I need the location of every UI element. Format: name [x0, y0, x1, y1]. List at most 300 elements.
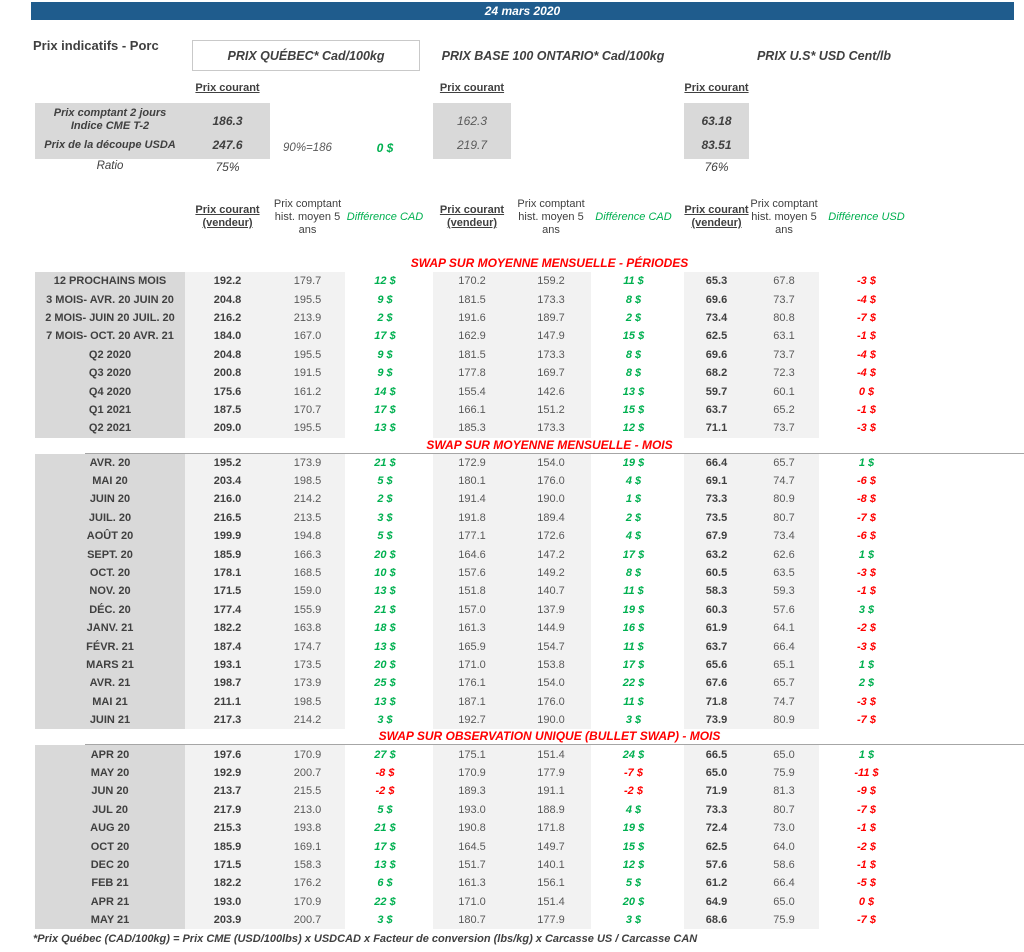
table-row	[35, 837, 914, 855]
price-cell: 181.5	[433, 290, 511, 308]
table-row	[35, 272, 914, 290]
price-cell: 198.5	[270, 472, 345, 490]
price-cell: 60.5	[684, 564, 749, 582]
gap	[676, 364, 684, 382]
diff-cell: 11 $	[623, 640, 644, 653]
row-label: JUIN 20	[35, 490, 185, 508]
price-cell: 147.9	[511, 327, 591, 345]
price-cell: 75.9	[749, 911, 819, 929]
diff-cell: -4 $	[857, 348, 876, 361]
header-hist-us: Prix comptant hist. moyen 5 ans	[750, 197, 818, 236]
price-cell: 164.6	[433, 545, 511, 563]
price-cell: 176.2	[270, 874, 345, 892]
price-cell: 171.5	[185, 582, 270, 600]
gap	[676, 874, 684, 892]
gap	[676, 564, 684, 582]
price-cell: 169.7	[511, 364, 591, 382]
price-cell: 67.8	[749, 272, 819, 290]
gap	[425, 364, 433, 382]
price-cell: 191.4	[433, 490, 511, 508]
price-cell: 151.4	[511, 745, 591, 763]
price-cell: 172.6	[511, 527, 591, 545]
price-cell: 193.8	[270, 819, 345, 837]
gap	[425, 819, 433, 837]
price-cell: 71.8	[684, 693, 749, 711]
diff-cell: 8 $	[625, 567, 642, 580]
diff-cell: 17 $	[622, 659, 645, 671]
gap	[425, 656, 433, 674]
table-row	[35, 801, 914, 819]
gap	[425, 419, 433, 437]
price-cell: 74.7	[749, 693, 819, 711]
diff-cell: 11 $	[623, 695, 644, 708]
gap	[676, 272, 684, 290]
diff-cell: -2 $	[624, 785, 643, 798]
gap	[676, 856, 684, 874]
price-cell: 193.1	[185, 656, 270, 674]
diff-cell: 4 $	[625, 530, 642, 543]
price-cell: 199.9	[185, 527, 270, 545]
row-label: 3 MOIS- AVR. 20 JUIN 20	[35, 290, 185, 308]
price-cell: 179.7	[270, 272, 345, 290]
price-cell: 66.4	[749, 637, 819, 655]
price-cell: 170.7	[270, 401, 345, 419]
us-spot-value: 63.18	[701, 114, 732, 128]
price-cell: 159.2	[511, 272, 591, 290]
price-cell: 200.7	[270, 911, 345, 929]
gap	[425, 509, 433, 527]
diff-cell: 13 $	[622, 385, 645, 398]
price-cell: 190.0	[511, 711, 591, 729]
gap	[425, 837, 433, 855]
price-cell: 168.5	[270, 564, 345, 582]
price-cell: 137.9	[511, 601, 591, 619]
diff-cell: 15 $	[622, 403, 645, 416]
diff-cell: 15 $	[622, 330, 645, 343]
table-row	[35, 545, 914, 563]
price-cell: 66.4	[749, 874, 819, 892]
table-row	[35, 656, 914, 674]
sections-host	[35, 256, 914, 929]
price-cell: 171.8	[511, 819, 591, 837]
row-label: JUL 20	[35, 801, 185, 819]
price-cell: 170.9	[270, 745, 345, 763]
price-cell: 187.1	[433, 693, 511, 711]
gap	[676, 346, 684, 364]
diff-cell: 3 $	[858, 603, 875, 616]
gap	[676, 911, 684, 929]
quebec-spot-value: 186.3	[212, 114, 243, 128]
price-cell: 158.3	[270, 856, 345, 874]
price-cell: 63.5	[749, 564, 819, 582]
price-cell: 147.2	[511, 545, 591, 563]
gap	[425, 290, 433, 308]
diff-cell: -9 $	[857, 785, 876, 798]
price-cell: 194.8	[270, 527, 345, 545]
date-banner: 24 mars 2020	[31, 2, 1014, 20]
row-label: MAI 20	[35, 472, 185, 490]
gap	[676, 601, 684, 619]
price-cell: 80.7	[749, 801, 819, 819]
diff-cell: 5 $	[377, 530, 393, 543]
table-row	[35, 874, 914, 892]
table-row	[35, 911, 914, 929]
diff-cell: 16 $	[622, 622, 645, 635]
price-cell: 182.2	[185, 874, 270, 892]
gap	[676, 674, 684, 692]
diff-cell: 15 $	[622, 840, 645, 853]
table-row	[35, 472, 914, 490]
diff-cell: 5 $	[377, 475, 393, 488]
price-cell: 63.7	[684, 637, 749, 655]
diff-cell: -7 $	[857, 914, 876, 927]
diff-cell: 2 $	[377, 311, 393, 324]
empty-corner	[35, 178, 185, 256]
diff-cell: -7 $	[857, 511, 876, 524]
price-cell: 72.4	[684, 819, 749, 837]
prix-courant-header-ontario: Prix courant	[439, 82, 505, 94]
price-cell: 72.3	[749, 364, 819, 382]
row-label: JANV. 21	[35, 619, 185, 637]
price-cell: 198.5	[270, 693, 345, 711]
gap	[425, 856, 433, 874]
price-cell: 173.5	[270, 656, 345, 674]
price-cell: 81.3	[749, 782, 819, 800]
diff-cell: -2 $	[857, 840, 876, 853]
diff-cell: 17 $	[374, 403, 396, 416]
price-cell: 73.4	[749, 527, 819, 545]
gap	[676, 290, 684, 308]
table-row	[35, 856, 914, 874]
price-cell: 176.0	[511, 472, 591, 490]
table-row	[35, 419, 914, 437]
row-label: OCT 20	[35, 837, 185, 855]
diff-cell: 21 $	[374, 456, 396, 469]
price-cell: 175.6	[185, 382, 270, 400]
price-cell: 62.5	[684, 327, 749, 345]
price-cell: 68.6	[684, 911, 749, 929]
price-cell: 151.8	[433, 582, 511, 600]
price-cell: 191.1	[511, 782, 591, 800]
ontario-cutout-value: 219.7	[456, 138, 488, 152]
row-label: Q2 2021	[35, 419, 185, 437]
diff-cell: -6 $	[857, 475, 876, 488]
section-title: SWAP SUR OBSERVATION UNIQUE (BULLET SWAP) - MOIS	[35, 729, 914, 745]
gap	[425, 564, 433, 582]
section-title: SWAP SUR MOYENNE MENSUELLE - PÉRIODES	[410, 256, 689, 270]
row-label: DÉC. 20	[35, 601, 185, 619]
gap	[425, 782, 433, 800]
row-label: Q3 2020	[35, 364, 185, 382]
row-label: MAY 20	[35, 764, 185, 782]
gap	[676, 527, 684, 545]
price-cell: 187.4	[185, 637, 270, 655]
gap	[425, 674, 433, 692]
diff-cell: 10 $	[374, 567, 396, 580]
price-cell: 174.7	[270, 637, 345, 655]
price-cell: 198.7	[185, 674, 270, 692]
diff-cell: -2 $	[857, 622, 876, 635]
diff-cell: 6 $	[377, 877, 393, 890]
diff-cell: -8 $	[857, 493, 876, 506]
table-row	[35, 490, 914, 508]
page-title: Prix indicatifs - Porc	[33, 38, 159, 53]
price-cell: 193.0	[185, 893, 270, 911]
price-cell: 192.2	[185, 272, 270, 290]
price-cell: 151.7	[433, 856, 511, 874]
price-cell: 61.2	[684, 874, 749, 892]
table-row	[35, 290, 914, 308]
table-row	[35, 764, 914, 782]
table-row	[35, 745, 914, 763]
price-cell: 195.5	[270, 290, 345, 308]
table-row	[35, 564, 914, 582]
price-cell: 155.9	[270, 601, 345, 619]
diff-cell: 2 $	[377, 493, 393, 506]
diff-cell: 3 $	[377, 714, 393, 727]
price-cell: 192.7	[433, 711, 511, 729]
price-cell: 166.3	[270, 545, 345, 563]
price-cell: 185.9	[185, 545, 270, 563]
price-cell: 170.9	[270, 893, 345, 911]
diff-cell: 17 $	[622, 548, 645, 561]
gap	[676, 693, 684, 711]
quebec-cutout-value: 247.6	[212, 138, 243, 152]
diff-cell: -2 $	[375, 785, 395, 798]
price-cell: 216.5	[185, 509, 270, 527]
price-cell: 151.2	[511, 401, 591, 419]
price-cell: 65.0	[749, 745, 819, 763]
price-cell: 189.3	[433, 782, 511, 800]
diff-cell: 21 $	[374, 822, 396, 835]
price-cell: 65.1	[749, 656, 819, 674]
price-cell: 140.1	[511, 856, 591, 874]
price-cell: 200.8	[185, 364, 270, 382]
table-row	[35, 309, 914, 327]
gap	[425, 764, 433, 782]
swap-table	[35, 454, 914, 730]
diff-cell: -7 $	[857, 803, 876, 816]
table-row	[35, 601, 914, 619]
price-cell: 197.6	[185, 745, 270, 763]
price-cell: 161.3	[433, 874, 511, 892]
diff-cell: 4 $	[625, 803, 642, 816]
price-cell: 195.5	[270, 419, 345, 437]
diff-cell: 17 $	[374, 330, 396, 343]
row-label: APR 21	[35, 893, 185, 911]
ninety-percent-note: 90%=186	[283, 142, 332, 154]
price-cell: 185.9	[185, 837, 270, 855]
header-prix-courant-vendeur-quebec: Prix courant (vendeur)	[195, 204, 260, 229]
prix-courant-header-us: Prix courant	[684, 82, 749, 94]
diff-cell: -3 $	[857, 275, 876, 288]
table-row	[35, 782, 914, 800]
diff-cell: 19 $	[622, 456, 645, 469]
diff-cell: -1 $	[857, 858, 876, 871]
price-cell: 177.4	[185, 601, 270, 619]
gap	[676, 711, 684, 729]
price-cell: 173.3	[511, 419, 591, 437]
diff-cell: -6 $	[857, 530, 876, 543]
price-cell: 195.2	[185, 454, 270, 472]
gap	[425, 711, 433, 729]
price-cell: 203.9	[185, 911, 270, 929]
table-row	[35, 509, 914, 527]
price-cell: 165.9	[433, 637, 511, 655]
gap	[676, 545, 684, 563]
gap	[425, 893, 433, 911]
diff-cell: 9 $	[377, 293, 393, 306]
price-cell: 71.9	[684, 782, 749, 800]
price-cell: 73.3	[684, 490, 749, 508]
row-label: 2 MOIS- JUIN 20 JUIL. 20	[35, 309, 185, 327]
diff-cell: -8 $	[375, 766, 395, 779]
summary-row-labels	[35, 103, 185, 159]
price-cell: 190.0	[511, 490, 591, 508]
diff-cell: 22 $	[374, 895, 396, 908]
price-cell: 154.0	[511, 454, 591, 472]
price-cell: 65.0	[749, 893, 819, 911]
table-row	[35, 327, 914, 345]
row-label: JUN 20	[35, 782, 185, 800]
gap	[676, 782, 684, 800]
diff-cell: 8 $	[625, 367, 642, 380]
diff-cell: 3 $	[625, 914, 642, 927]
price-cell: 217.3	[185, 711, 270, 729]
diff-cell: 13 $	[374, 422, 396, 435]
gap	[676, 490, 684, 508]
section-title: SWAP SUR MOYENNE MENSUELLE - MOIS	[35, 438, 914, 454]
gap	[425, 601, 433, 619]
price-cell: 75.9	[749, 764, 819, 782]
gap	[425, 527, 433, 545]
diff-cell: -3 $	[857, 567, 876, 580]
price-cell: 63.2	[684, 545, 749, 563]
price-cell: 213.7	[185, 782, 270, 800]
cutout-diff-value: 0 $	[376, 141, 394, 155]
table-row	[35, 637, 914, 655]
price-cell: 149.2	[511, 564, 591, 582]
summary-values-quebec	[185, 103, 270, 159]
price-cell: 64.1	[749, 619, 819, 637]
swap-tables-area	[35, 178, 914, 929]
price-cell: 80.9	[749, 711, 819, 729]
price-cell: 58.3	[684, 582, 749, 600]
price-cell: 167.0	[270, 327, 345, 345]
diff-cell: -1 $	[857, 330, 876, 343]
diff-cell: -11 $	[854, 766, 879, 779]
price-cell: 57.6	[749, 601, 819, 619]
diff-cell: -5 $	[857, 877, 876, 890]
price-cell: 173.9	[270, 454, 345, 472]
table-row	[35, 893, 914, 911]
price-cell: 217.9	[185, 801, 270, 819]
table-row	[35, 382, 914, 400]
diff-cell: 3 $	[377, 914, 393, 927]
diff-cell: -7 $	[624, 766, 643, 779]
diff-cell: 18 $	[374, 622, 396, 635]
price-cell: 65.3	[684, 272, 749, 290]
price-cell: 62.6	[749, 545, 819, 563]
gap	[676, 619, 684, 637]
diff-cell: 12 $	[374, 275, 396, 288]
price-cell: 64.0	[749, 837, 819, 855]
price-cell: 156.1	[511, 874, 591, 892]
price-cell: 73.7	[749, 419, 819, 437]
price-cell: 177.9	[511, 764, 591, 782]
row-label: MAY 21	[35, 911, 185, 929]
header-prix-courant-vendeur-us: Prix courant (vendeur)	[684, 204, 749, 229]
gap	[425, 801, 433, 819]
row-label: SEPT. 20	[35, 545, 185, 563]
price-cell: 67.6	[684, 674, 749, 692]
gap	[425, 693, 433, 711]
diff-cell: 11 $	[623, 585, 644, 598]
header-prix-courant-vendeur-ontario: Prix courant (vendeur)	[439, 204, 505, 229]
price-cell: 73.0	[749, 819, 819, 837]
price-cell: 161.3	[433, 619, 511, 637]
diff-cell: 27 $	[374, 748, 396, 761]
diff-cell: -3 $	[857, 640, 876, 653]
row-label: APR 20	[35, 745, 185, 763]
gap	[425, 401, 433, 419]
price-cell: 170.2	[433, 272, 511, 290]
price-cell: 176.1	[433, 674, 511, 692]
price-cell: 153.8	[511, 656, 591, 674]
row-label: DEC 20	[35, 856, 185, 874]
gap	[676, 637, 684, 655]
price-cell: 73.7	[749, 290, 819, 308]
gap	[676, 401, 684, 419]
price-cell: 204.8	[185, 346, 270, 364]
price-cell: 178.1	[185, 564, 270, 582]
price-cell: 161.2	[270, 382, 345, 400]
diff-cell: -3 $	[857, 695, 876, 708]
price-cell: 59.3	[749, 582, 819, 600]
price-cell: 60.3	[684, 601, 749, 619]
header-hist-quebec: Prix comptant hist. moyen 5 ans	[273, 197, 342, 236]
diff-cell: -1 $	[857, 585, 876, 598]
price-cell: 159.0	[270, 582, 345, 600]
price-cell: 154.7	[511, 637, 591, 655]
header-hist-ontario: Prix comptant hist. moyen 5 ans	[517, 197, 585, 236]
swap-table	[35, 745, 914, 929]
row-label: AVR. 21	[35, 674, 185, 692]
table-row	[35, 674, 914, 692]
diff-cell: 2 $	[625, 311, 642, 324]
gap	[425, 637, 433, 655]
diff-cell: -4 $	[857, 293, 876, 306]
header-difference-cad-quebec: Différence CAD	[346, 210, 424, 223]
diff-cell: 5 $	[625, 877, 642, 890]
price-cell: 214.2	[270, 490, 345, 508]
gap	[425, 382, 433, 400]
price-cell: 61.9	[684, 619, 749, 637]
diff-cell: 13 $	[374, 858, 396, 871]
diff-cell: 8 $	[625, 348, 642, 361]
price-cell: 74.7	[749, 472, 819, 490]
price-cell: 63.1	[749, 327, 819, 345]
column-header-row	[35, 178, 914, 256]
price-cell: 200.7	[270, 764, 345, 782]
table-row	[35, 693, 914, 711]
table-row	[35, 346, 914, 364]
price-cell: 73.3	[684, 801, 749, 819]
diff-cell: 22 $	[622, 677, 645, 690]
price-cell: 213.9	[270, 309, 345, 327]
price-cell: 177.8	[433, 364, 511, 382]
gap	[676, 582, 684, 600]
